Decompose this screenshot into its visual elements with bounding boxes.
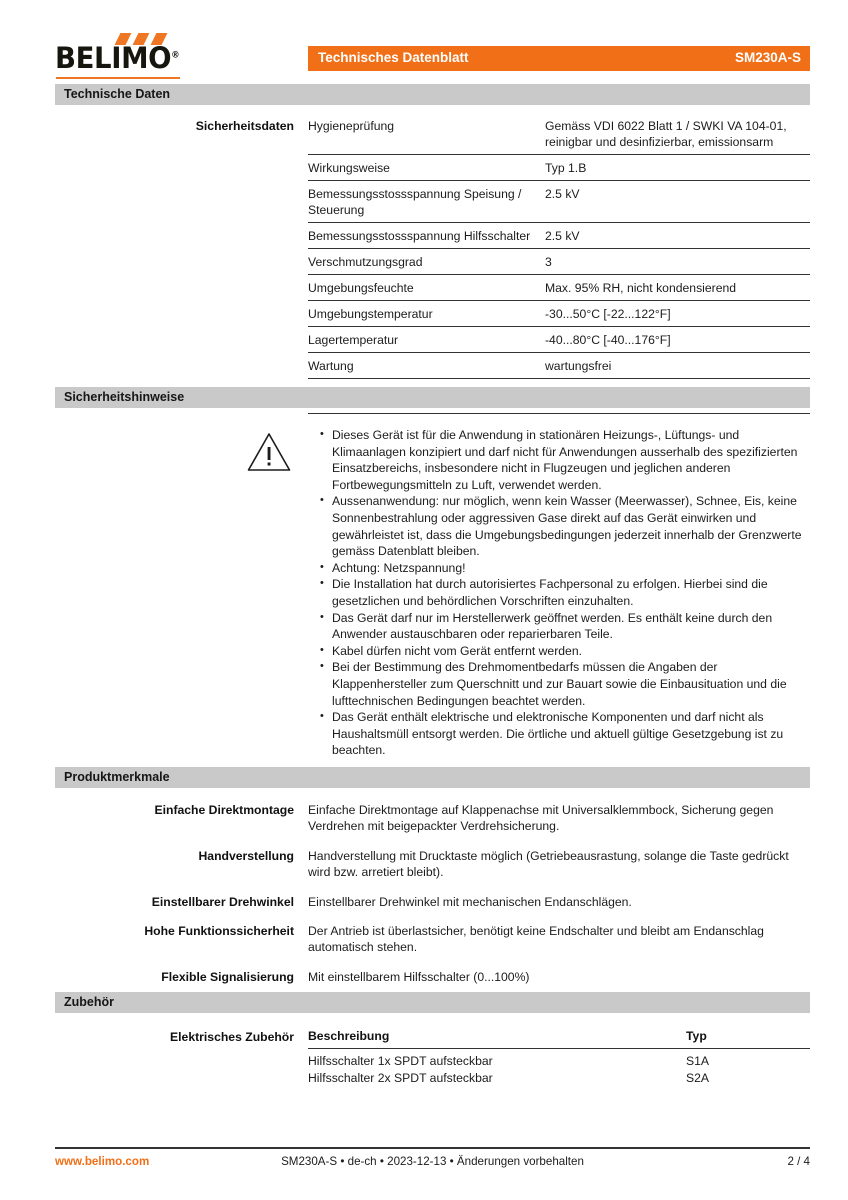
- spec-label-empty: [55, 275, 308, 281]
- list-item: • Die Installation hat durch autorisiertes Fachpersonal zu erfolgen. Hierbei sind die gesetzlichen und behördlichen Vorschriften einzuhalten.: [320, 576, 810, 609]
- accessories-row: [55, 1029, 810, 1085]
- spec-body: [308, 275, 810, 301]
- list-item: • Achtung: Netzspannung!: [320, 560, 810, 577]
- feature-text: Einfache Direktmontage auf Klappenachse mit Universalklemmbock, Sicherung gegen Verdrehen mit beigepackter Verdrehsicherung.: [308, 803, 774, 834]
- section-heading-technical: Technische Daten: [55, 84, 810, 105]
- logo-wordmark: [55, 41, 179, 75]
- feature-row: [55, 802, 810, 835]
- section-heading-accessories: Zubehör: [55, 992, 810, 1013]
- feature-text: Der Antrieb ist überlastsicher, benötigt keine Endschalter und bleibt am Endanschlag automatisch stehen.: [308, 924, 764, 955]
- footer-meta: SM230A-S • de-ch • 2023-12-13 • Änderungen vorbehalten: [281, 1154, 584, 1168]
- logo-underline: [56, 77, 180, 79]
- spec-row: [55, 223, 810, 249]
- spec-value: -30...50°C [-22...122°F]: [545, 307, 671, 321]
- safety-notes-list: [308, 427, 810, 759]
- spec-body: [308, 181, 810, 223]
- belimo-logo: [55, 33, 180, 79]
- feature-row: [55, 969, 810, 985]
- spec-label-empty: [55, 327, 308, 333]
- feature-text: Handverstellung mit Drucktaste möglich (Getriebeausrastung, solange die Taste gedrückt wird bzw. arretiert bleibt).: [308, 848, 789, 880]
- feature-row: [55, 894, 810, 910]
- spec-key: Umgebungsfeuchte: [308, 281, 414, 295]
- warning-triangle-icon: [246, 431, 292, 473]
- feature-row: [55, 848, 810, 881]
- spec-value: wartungsfrei: [545, 359, 612, 373]
- cell-description: Hilfsschalter 2x SPDT aufsteckbar: [308, 1071, 493, 1085]
- spec-row: [55, 181, 810, 223]
- spec-label-empty: [55, 223, 308, 229]
- logo-text: BELIMO: [55, 41, 172, 75]
- list-item: • Das Gerät enthält elektrische und elektronische Komponenten und darf nicht als Haushaltsmüll entsorgt werden. Die örtliche und aktuell gültige Gesetzgebung ist zu beachten.: [320, 709, 810, 759]
- feature-label: Handverstellung: [198, 848, 294, 863]
- spec-body: [308, 155, 810, 181]
- spec-key: Hygieneprüfung: [308, 119, 395, 133]
- spec-body: [308, 113, 810, 155]
- spec-value: 2.5 kV: [545, 229, 580, 243]
- feature-label: Flexible Signalisierung: [161, 969, 294, 984]
- spec-row: [55, 249, 810, 275]
- column-header-description: Beschreibung: [308, 1029, 390, 1043]
- list-item: • Kabel dürfen nicht vom Gerät entfernt werden.: [320, 643, 810, 660]
- cell-type: S1A: [686, 1054, 710, 1068]
- spec-key: Wartung: [308, 359, 354, 373]
- spec-value: 3: [545, 255, 552, 269]
- spec-body: [308, 327, 810, 353]
- section-heading-features: Produktmerkmale: [55, 767, 810, 788]
- page-footer: [55, 1147, 810, 1171]
- spec-row: [55, 353, 810, 379]
- table-header-row: [308, 1029, 810, 1049]
- spec-row: [55, 327, 810, 353]
- table-row: [308, 1049, 810, 1068]
- table-row: [308, 1068, 810, 1085]
- list-item: • Dieses Gerät ist für die Anwendung in stationären Heizungs-, Lüftungs- und Klimaanlagen konzipiert und darf nicht für Anwendungen ausserhalb des spezifizierten Einsatzbereichs, insbesondere nicht in Flugzeugen und jeglichen anderen Fortbewegungsmitteln zu Luft, verwendet werden.: [320, 427, 810, 493]
- document-title-bar: [308, 46, 810, 71]
- list-item: • Aussenanwendung: nur möglich, wenn kein Wasser (Meerwasser), Schnee, Eis, keine Sonnenbestrahlung oder aggressiven Gase direkt auf das Gerät einwirken und gewährleistet ist, dass die Umgebungsbedingungen jederzeit innerhalb der Grenzwerte gemäss Datenblatt bleiben.: [320, 493, 810, 559]
- accessories-group-label: Elektrisches Zubehör: [170, 1030, 294, 1044]
- feature-text: Einstellbarer Drehwinkel mit mechanischen Endanschlägen.: [308, 894, 632, 909]
- spec-key: Wirkungsweise: [308, 161, 390, 175]
- footer-row: [55, 1155, 810, 1171]
- spec-row: [55, 275, 810, 301]
- spec-key: Lagertemperatur: [308, 333, 399, 347]
- logo-registered-mark: ®: [171, 50, 180, 61]
- accessories-block: [55, 1013, 810, 1085]
- page-number: 2 / 4: [787, 1154, 810, 1168]
- spec-row: [55, 113, 810, 155]
- footer-divider: [55, 1147, 810, 1149]
- spec-group-label: Sicherheitsdaten: [195, 119, 294, 133]
- section-heading-safety: Sicherheitshinweise: [55, 387, 810, 408]
- cell-type: S2A: [686, 1071, 710, 1085]
- product-code: SM230A-S: [734, 50, 801, 65]
- safety-notes-block: [55, 408, 810, 759]
- spec-group-sicherheitsdaten: [55, 105, 810, 414]
- spec-value: 2.5 kV: [545, 187, 580, 201]
- feature-label: Hohe Funktionssicherheit: [144, 924, 294, 939]
- features-block: [55, 788, 810, 985]
- spec-body: [308, 223, 810, 249]
- list-item: • Bei der Bestimmung des Drehmomentbedarfs müssen die Angaben der Klappenhersteller zum Querschnitt und zur Bauart sowie die Einbausituation und die lufttechnischen Bedingungen beachtet werden.: [320, 659, 810, 709]
- spec-label-empty: [55, 155, 308, 161]
- website-link[interactable]: www.belimo.com: [55, 1154, 150, 1168]
- spec-key: Umgebungstemperatur: [308, 307, 433, 321]
- list-item: • Das Gerät darf nur im Herstellerwerk geöffnet werden. Es enthält keine durch den Anwender austauschbaren oder reparierbaren Teile.: [320, 610, 810, 643]
- spec-key: Verschmutzungsgrad: [308, 255, 423, 269]
- spec-value: Gemäss VDI 6022 Blatt 1 / SWKI VA 104-01, reinigbar und desinfizierbar, emissionsarm: [545, 119, 787, 149]
- spec-value: Typ 1.B: [545, 161, 587, 175]
- spec-body: [308, 301, 810, 327]
- spec-label-empty: [55, 353, 308, 359]
- spec-key: Bemessungsstossspannung Hilfsschalter: [308, 229, 531, 243]
- spec-label-empty: [55, 301, 308, 307]
- spec-label-empty: [55, 249, 308, 255]
- page-header: [0, 0, 848, 82]
- warning-icon-column: [55, 427, 308, 759]
- column-header-type: Typ: [686, 1029, 707, 1043]
- feature-label: Einstellbarer Drehwinkel: [151, 894, 294, 909]
- spec-body: [308, 249, 810, 275]
- feature-row: [55, 923, 810, 956]
- spec-row: [55, 155, 810, 181]
- spec-body: [308, 353, 810, 379]
- spec-key: Bemessungsstossspannung Speisung / Steuerung: [308, 187, 522, 217]
- spec-row: [55, 301, 810, 327]
- document-title: Technisches Datenblatt: [318, 50, 469, 65]
- feature-label: Einfache Direktmontage: [154, 803, 294, 817]
- spec-label-empty: [55, 181, 308, 187]
- accessories-table: [308, 1029, 810, 1085]
- spec-value: -40...80°C [-40...176°F]: [545, 333, 671, 347]
- cell-description: Hilfsschalter 1x SPDT aufsteckbar: [308, 1054, 493, 1068]
- spec-value: Max. 95% RH, nicht kondensierend: [545, 281, 737, 295]
- feature-text: Mit einstellbarem Hilfsschalter (0...100%): [308, 969, 530, 984]
